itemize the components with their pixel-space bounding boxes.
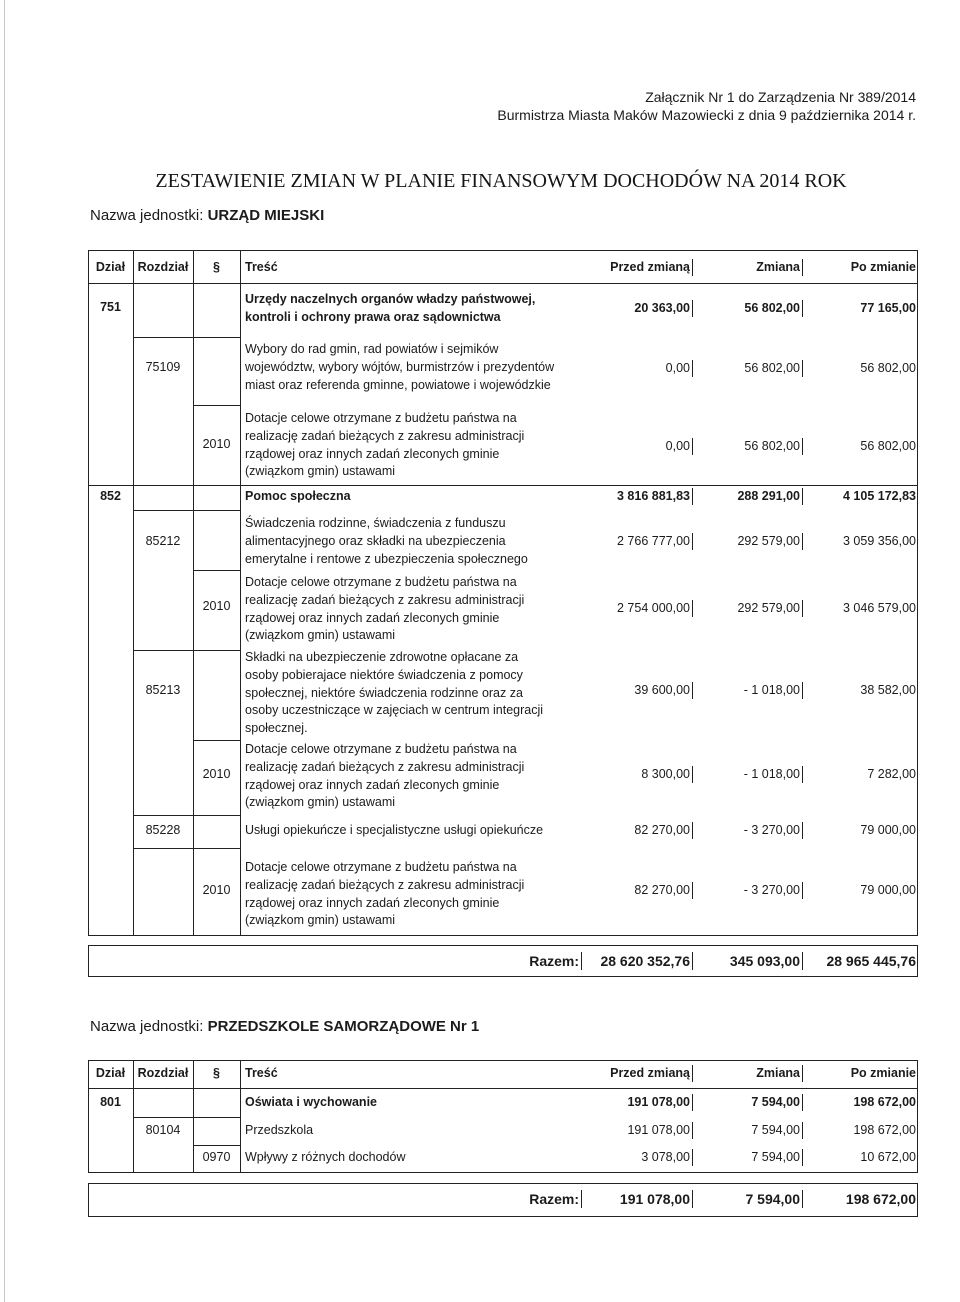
row-divider xyxy=(193,1145,240,1146)
col-dzial-header: Dział xyxy=(95,1066,126,1080)
row-description xyxy=(245,1094,377,1112)
document-title: ZESTAWIENIE ZMIAN W PLANIE FINANSOWYM DOCHODÓW NA 2014 ROK xyxy=(155,170,847,192)
description-line: rządowej oraz innych zadań zleconych gminie xyxy=(245,895,500,910)
total-label: Razem: xyxy=(529,952,582,970)
description-line: emerytalne i rentowe z ubezpieczenia społecznego xyxy=(245,551,528,566)
total-label: Razem: xyxy=(529,1190,582,1208)
change-value: - 3 270,00 xyxy=(744,882,803,899)
change-value: - 1 018,00 xyxy=(744,682,803,699)
scan-edge xyxy=(4,0,5,1302)
total-box-bottom xyxy=(88,1216,918,1217)
column-divider xyxy=(240,250,241,935)
after-change-cell xyxy=(803,1122,916,1139)
row-divider xyxy=(133,650,240,651)
before-change-value: 3 078,00 xyxy=(641,1149,693,1166)
after-change-value: 3 059 356,00 xyxy=(843,534,916,548)
change-cell xyxy=(693,766,803,783)
change-value: 288 291,00 xyxy=(737,488,803,505)
after-change-value: 3 046 579,00 xyxy=(843,601,916,615)
change-cell xyxy=(693,600,803,617)
before-change-cell xyxy=(583,300,693,317)
before-change-value: 3 816 881,83 xyxy=(617,488,693,505)
col-zmiana-label: Zmiana xyxy=(756,259,803,276)
before-change-value: 82 270,00 xyxy=(634,822,693,839)
before-change-cell xyxy=(583,1094,693,1111)
description-line: (związkom gmin) ustawami xyxy=(245,628,396,643)
row-paragraf-code: 2010 xyxy=(202,767,231,781)
after-change-cell xyxy=(803,1094,916,1111)
col-paragraf-header: § xyxy=(213,260,220,274)
total-after-value: 198 672,00 xyxy=(845,1191,916,1207)
before-change-cell xyxy=(583,600,693,617)
description-line: Pomoc społeczna xyxy=(245,489,351,503)
change-value: - 1 018,00 xyxy=(744,766,803,783)
description-line: alimentacyjnego oraz składki na ubezpieczenia xyxy=(245,533,506,548)
row-description xyxy=(245,515,528,568)
row-divider xyxy=(193,740,240,741)
row-paragraf-code: 2010 xyxy=(202,599,231,613)
after-change-value: 79 000,00 xyxy=(860,823,916,837)
description-line: kontroli i ochrony prawa oraz sądownictwa xyxy=(245,309,501,324)
after-change-value: 198 672,00 xyxy=(853,1095,916,1109)
col-rozdzial-header: Rozdział xyxy=(137,1066,189,1080)
unit-name: PRZEDSZKOLE SAMORZĄDOWE Nr 1 xyxy=(207,1018,480,1035)
row-description xyxy=(245,291,535,327)
description-line: Dotacje celowe otrzymane z budżetu państwa na xyxy=(245,411,517,425)
col-tresc-header: Treść xyxy=(245,1066,278,1080)
description-line: społecznej, niektóre świadczenia rodzinne oraz za xyxy=(245,685,523,700)
before-change-cell xyxy=(583,1149,693,1166)
before-change-cell xyxy=(583,882,693,899)
description-line: Dotacje celowe otrzymane z budżetu państwa na xyxy=(245,742,517,756)
description-line: Wpływy z różnych dochodów xyxy=(245,1150,406,1164)
total-before-value: 191 078,00 xyxy=(620,1190,693,1208)
total-box-left xyxy=(88,1183,89,1216)
change-cell xyxy=(693,682,803,699)
before-change-cell xyxy=(583,1122,693,1139)
change-cell xyxy=(693,488,803,505)
table-border-bottom xyxy=(88,1172,918,1173)
row-rozdzial-code: 80104 xyxy=(145,1123,181,1137)
total-before-cell xyxy=(583,952,693,970)
description-line: Składki na ubezpieczenie zdrowotne opłacane za xyxy=(245,650,519,664)
after-change-value: 56 802,00 xyxy=(860,439,916,453)
after-change-cell xyxy=(803,882,916,899)
row-description xyxy=(245,649,543,738)
row-description xyxy=(245,822,543,840)
description-line: osoby pobierajace niektóre świadczenia z pomocy xyxy=(245,667,523,682)
col-zmiana-header xyxy=(693,259,803,276)
row-paragraf-code: 2010 xyxy=(202,883,231,897)
total-before-cell xyxy=(583,1190,693,1208)
col-przed-label: Przed zmianą xyxy=(610,1065,693,1082)
row-dzial-code: 801 xyxy=(100,1095,121,1109)
row-divider xyxy=(133,815,240,816)
row-description xyxy=(245,741,524,812)
col-przed-header xyxy=(583,1065,693,1082)
row-rozdzial-code: 85212 xyxy=(145,534,181,548)
col-dzial-header: Dział xyxy=(95,260,126,274)
description-line: rządowej oraz innych zadań zleconych gminie xyxy=(245,446,500,461)
column-divider xyxy=(193,250,194,935)
description-line: realizację zadań bieżących z zakresu administracji xyxy=(245,428,525,443)
change-cell xyxy=(693,533,803,550)
col-zmiana-label: Zmiana xyxy=(756,1065,803,1082)
description-line: rządowej oraz innych zadań zleconych gminie xyxy=(245,610,500,625)
after-change-value: 7 282,00 xyxy=(867,767,916,781)
row-description xyxy=(245,410,524,481)
after-change-cell xyxy=(803,682,916,699)
description-line: (związkom gmin) ustawami xyxy=(245,464,396,479)
total-change-cell xyxy=(693,952,803,970)
col-po-label: Po zmianie xyxy=(850,260,916,274)
change-value: 56 802,00 xyxy=(744,300,803,317)
description-line: osoby uczestniczące w zajęciach w centrum integracji xyxy=(245,703,544,718)
total-change-cell xyxy=(693,1190,803,1208)
total-before-value: 28 620 352,76 xyxy=(600,952,693,970)
description-line: realizację zadań bieżących z zakresu administracji xyxy=(245,759,525,774)
before-change-cell xyxy=(583,488,693,505)
description-line: rządowej oraz innych zadań zleconych gminie xyxy=(245,777,500,792)
change-cell xyxy=(693,882,803,899)
before-change-cell xyxy=(583,682,693,699)
col-rozdzial-header: Rozdział xyxy=(137,260,189,274)
change-value: 56 802,00 xyxy=(744,360,803,377)
table-border-left xyxy=(88,250,89,935)
change-cell xyxy=(693,822,803,839)
row-rozdzial-code: 85228 xyxy=(145,823,181,837)
total-label-cell xyxy=(470,952,582,970)
header-divider xyxy=(88,1088,918,1089)
after-change-value: 10 672,00 xyxy=(860,1150,916,1164)
change-value: 7 594,00 xyxy=(751,1122,803,1139)
description-line: społecznej. xyxy=(245,721,308,736)
description-line: województw, wybory wójtów, burmistrzów i prezydentów xyxy=(245,359,555,374)
total-label-cell xyxy=(470,1190,582,1208)
total-change-value: 7 594,00 xyxy=(746,1190,804,1208)
change-value: - 3 270,00 xyxy=(744,822,803,839)
table-border-right xyxy=(917,250,918,935)
before-change-value: 0,00 xyxy=(666,438,693,455)
change-cell xyxy=(693,360,803,377)
total-after-value: 28 965 445,76 xyxy=(826,953,916,969)
row-description xyxy=(245,488,351,506)
unit-label: Nazwa jednostki: xyxy=(90,1018,204,1035)
col-po-label: Po zmianie xyxy=(850,1066,916,1080)
row-divider xyxy=(133,337,240,338)
col-paragraf-header: § xyxy=(213,1066,220,1080)
total-box-right xyxy=(917,1183,918,1216)
description-line: Oświata i wychowanie xyxy=(245,1095,377,1109)
col-przed-label: Przed zmianą xyxy=(610,259,693,276)
total-box-top xyxy=(88,945,918,946)
before-change-value: 82 270,00 xyxy=(634,882,693,899)
column-divider xyxy=(240,1060,241,1172)
change-cell xyxy=(693,1122,803,1139)
after-change-cell xyxy=(803,766,916,783)
unit-name-line xyxy=(90,1017,479,1036)
change-cell xyxy=(693,300,803,317)
before-change-value: 191 078,00 xyxy=(627,1094,693,1111)
before-change-value: 2 754 000,00 xyxy=(617,600,693,617)
row-divider xyxy=(193,405,240,406)
description-line: realizację zadań bieżących z zakresu administracji xyxy=(245,592,525,607)
row-description xyxy=(245,1149,405,1167)
after-change-cell xyxy=(803,1149,916,1166)
col-zmiana-header xyxy=(693,1065,803,1082)
after-change-cell xyxy=(803,600,916,617)
after-change-value: 198 672,00 xyxy=(853,1123,916,1137)
row-divider xyxy=(193,570,240,571)
after-change-value: 56 802,00 xyxy=(860,361,916,375)
row-description xyxy=(245,574,524,645)
total-box-top xyxy=(88,1183,918,1184)
after-change-cell xyxy=(803,533,916,550)
row-dzial-code: 751 xyxy=(100,300,121,314)
total-after-cell xyxy=(803,952,916,970)
total-after-cell xyxy=(803,1190,916,1208)
total-box-right xyxy=(917,945,918,976)
section-divider xyxy=(88,485,918,486)
description-line: (związkom gmin) ustawami xyxy=(245,913,396,928)
row-paragraf-code: 2010 xyxy=(202,437,231,451)
after-change-cell xyxy=(803,488,916,505)
row-rozdzial-code: 75109 xyxy=(145,360,181,374)
unit-label: Nazwa jednostki: xyxy=(90,207,204,224)
change-cell xyxy=(693,438,803,455)
table-border-bottom xyxy=(88,935,918,936)
before-change-value: 39 600,00 xyxy=(634,682,693,699)
col-tresc-header: Treść xyxy=(245,260,278,274)
before-change-value: 2 766 777,00 xyxy=(617,533,693,550)
after-change-cell xyxy=(803,360,916,377)
description-line: Dotacje celowe otrzymane z budżetu państwa na xyxy=(245,575,517,589)
row-description xyxy=(245,1122,313,1140)
col-przed-header xyxy=(583,259,693,276)
after-change-value: 4 105 172,83 xyxy=(843,489,916,503)
col-po-header xyxy=(803,1065,916,1082)
row-divider xyxy=(133,1117,240,1118)
change-value: 292 579,00 xyxy=(737,533,803,550)
after-change-cell xyxy=(803,438,916,455)
before-change-cell xyxy=(583,438,693,455)
row-dzial-code: 852 xyxy=(100,489,121,503)
before-change-cell xyxy=(583,360,693,377)
row-divider xyxy=(133,510,240,511)
row-description xyxy=(245,859,524,930)
before-change-cell xyxy=(583,822,693,839)
change-value: 292 579,00 xyxy=(737,600,803,617)
table-border-right xyxy=(917,1060,918,1172)
before-change-value: 20 363,00 xyxy=(634,300,693,317)
after-change-value: 38 582,00 xyxy=(860,683,916,697)
description-line: Dotacje celowe otrzymane z budżetu państwa na xyxy=(245,860,517,874)
total-change-value: 345 093,00 xyxy=(730,952,803,970)
change-value: 7 594,00 xyxy=(751,1094,803,1111)
table-border-top xyxy=(88,1060,918,1061)
change-value: 56 802,00 xyxy=(744,438,803,455)
description-line: realizację zadań bieżących z zakresu administracji xyxy=(245,877,525,892)
after-change-value: 79 000,00 xyxy=(860,883,916,897)
after-change-cell xyxy=(803,300,916,317)
description-line: Wybory do rad gmin, rad powiatów i sejmików xyxy=(245,342,499,356)
description-line: Przedszkola xyxy=(245,1123,314,1137)
col-po-header xyxy=(803,259,916,276)
unit-name-line xyxy=(90,206,324,225)
header-divider xyxy=(88,283,918,284)
description-line: miast oraz referenda gminne, powiatowe i wojewódzkie xyxy=(245,377,551,392)
table-border-top xyxy=(88,250,918,251)
after-change-value: 77 165,00 xyxy=(860,301,916,315)
total-box-left xyxy=(88,945,89,976)
row-description xyxy=(245,341,554,394)
after-change-cell xyxy=(803,822,916,839)
description-line: Urzędy naczelnych organów władzy państwowej, xyxy=(245,292,536,306)
before-change-value: 191 078,00 xyxy=(627,1122,693,1139)
description-line: (związkom gmin) ustawami xyxy=(245,795,396,810)
before-change-cell xyxy=(583,533,693,550)
change-cell xyxy=(693,1094,803,1111)
row-paragraf-code: 0970 xyxy=(202,1150,231,1164)
unit-name: URZĄD MIEJSKI xyxy=(207,207,325,224)
row-divider xyxy=(133,848,240,849)
description-line: Świadczenia rodzinne, świadczenia z funduszu xyxy=(245,516,506,530)
before-change-value: 0,00 xyxy=(666,360,693,377)
description-line: Usługi opiekuńcze i specjalistyczne usługi opiekuńcze xyxy=(245,823,544,837)
change-value: 7 594,00 xyxy=(751,1149,803,1166)
issuer-line: Burmistrza Miasta Maków Mazowiecki z dnia 9 października 2014 r. xyxy=(497,107,916,123)
before-change-cell xyxy=(583,766,693,783)
change-cell xyxy=(693,1149,803,1166)
total-box-bottom xyxy=(88,976,918,977)
row-rozdzial-code: 85213 xyxy=(145,683,181,697)
before-change-value: 8 300,00 xyxy=(641,766,693,783)
attachment-line: Załącznik Nr 1 do Zarządzenia Nr 389/2014 xyxy=(645,89,916,105)
